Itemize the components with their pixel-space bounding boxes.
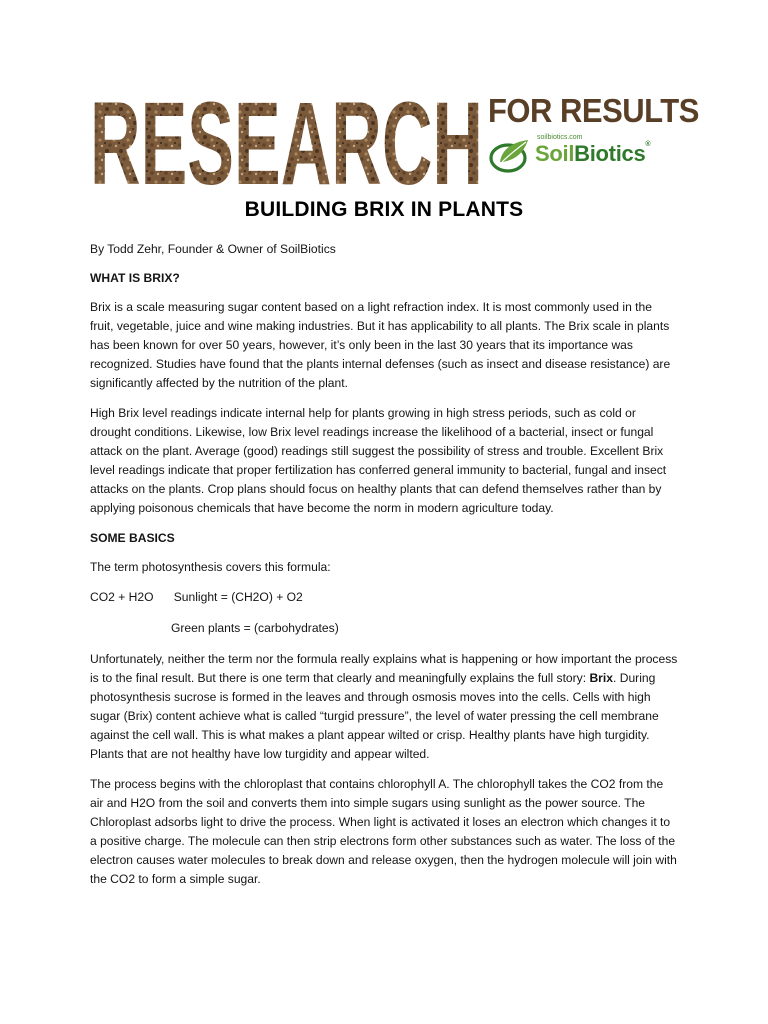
formula-intro: The term photosynthesis covers this formula: — [90, 560, 331, 574]
paragraph-2: High Brix level readings indicate internal help for plants growing in high stress periods, such as cold or drought conditions. Likewise, low Brix level readings increase the likelihood of a bacterial, insect or fungal attack on the plant. Average (good) readings still suggest the possibility of stress and trouble. Excellent Brix level readings indicate that proper fertilization has conferred general immunity to bacterial, fungal and insect attacks on the plants. Crop plans should focus on healthy plants that can defend themselves rather than by applying poisonous chemicals that have become the norm in modern agriculture today. — [90, 406, 667, 515]
logo-trademark: ® — [645, 141, 651, 148]
section-heading-some-basics: SOME BASICS — [90, 531, 175, 545]
paragraph-4: The process begins with the chloroplast that contains chlorophyll A. The chlorophyll takes the CO2 from the air and H2O from the soil and converts them into simple sugars using sunlight as the power source. The Chloroplast adsorbs light to drive the process. When light is activated it loses an electron which changes it to a positive charge. The molecule can then strip electrons form other substances such as water. The loss of the electron causes water molecules to break down and release oxygen, then the hydrogen molecule will join with the CO2 to form a simple sugar. — [90, 777, 677, 886]
research-wordmark — [90, 92, 483, 188]
document-title: BUILDING BRIX IN PLANTS — [244, 198, 524, 221]
logo-name-biotics: Biotics — [574, 141, 646, 166]
research-word-text: RESEARCH — [90, 92, 483, 188]
leaf-swirl-logo-icon — [488, 136, 532, 174]
paragraph-1: Brix is a scale measuring sugar content based on a light refraction index. It is most commonly used in the fruit, vegetable, juice and wine making industries. But it has applicability to all plants. The Brix scale in plants has been known for over 50 years, however, it’s only been in the last 30 years that its importance was recognized. Studies have found that the plants internal defenses (such as insect and disease resistance) are significantly affected by the nutrition of the plant. — [90, 300, 671, 390]
document-body — [90, 240, 678, 900]
formula-sunlight-line: Sunlight = (CH2O) + O2 — [173, 590, 303, 604]
paragraph-3-start: Unfortunately, neither the term nor the formula really explains what is happening or how important the process is to the final result. But there is one term that clearly and meaningfully explains the full story: — [90, 652, 678, 685]
soilbiotics-logo — [488, 134, 680, 174]
logo-url: soilbiotics.com — [537, 134, 583, 141]
byline: By Todd Zehr, Founder & Owner of SoilBiotics — [90, 242, 336, 256]
paragraph-3 — [90, 650, 678, 764]
formula-row-2 — [90, 619, 678, 638]
logo-name-soil: Soil — [535, 141, 575, 166]
for-results-heading: FOR RESULTS — [488, 91, 699, 130]
formula-reactants: CO2 + H2O — [90, 590, 154, 604]
banner-right — [488, 91, 699, 188]
paragraph-3-end: . During photosynthesis sucrose is formed in the leaves and through osmosis moves into the cells. Cells with high sugar (Brix) content achieve what is called “turgid pressure”, the level of water pressing the cell membrane against the cell wall. This is what makes a plant appear wilted or crisp. Healthy plants have high turgidity. Plants that are not healthy have low turgidity and appear wilted. — [90, 671, 659, 761]
logo-name — [535, 141, 650, 167]
section-heading-what-is-brix: WHAT IS BRIX? — [90, 271, 180, 285]
formula-row-1 — [90, 588, 678, 607]
formula-green-plants-line: Green plants = (carbohydrates) — [171, 621, 339, 635]
paragraph-3-bold-brix: Brix — [589, 671, 613, 685]
research-banner — [90, 91, 699, 188]
